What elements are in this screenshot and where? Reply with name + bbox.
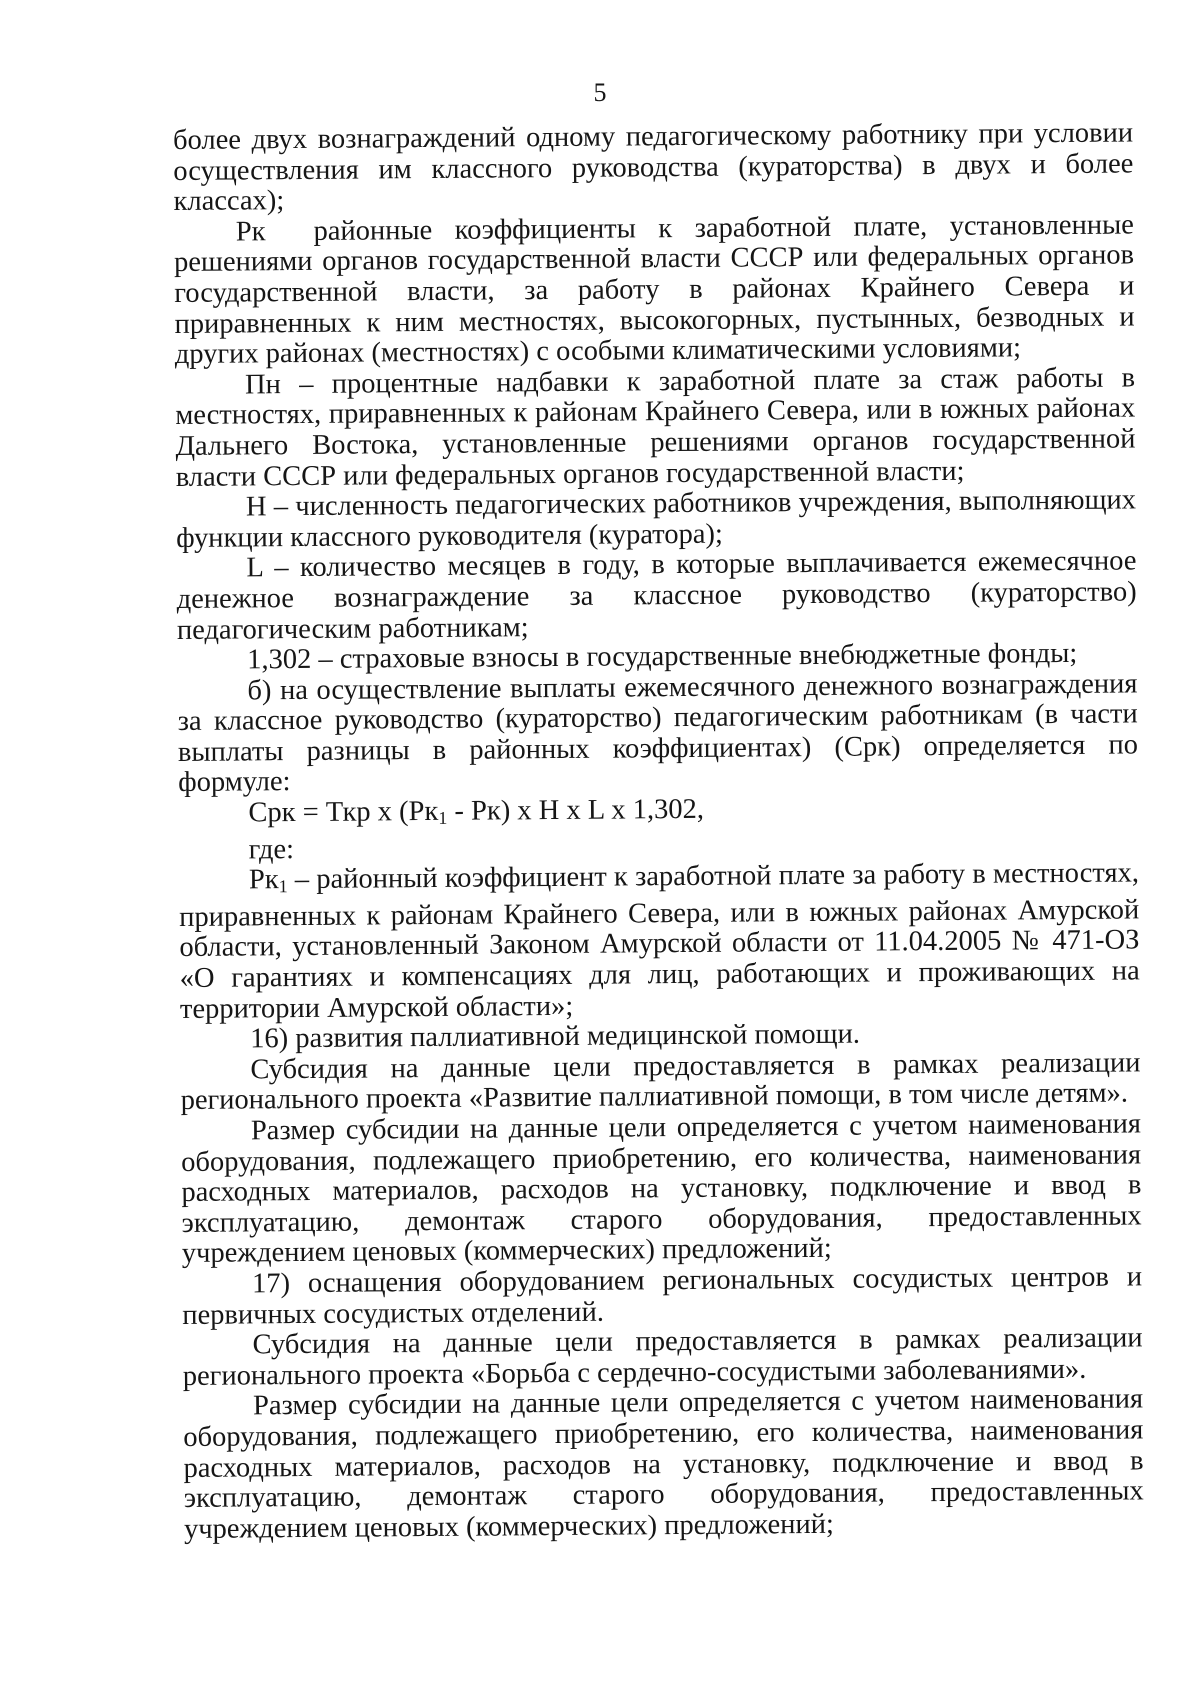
formula-subscript: 1 — [438, 807, 448, 828]
term-pk1-subscript: 1 — [278, 876, 288, 897]
paragraph-n-definition: Н – численность педагогических работников учреждения, выполняющих функции классного руководителя (куратора); — [176, 484, 1137, 554]
paragraph-item-16: 16) развития паллиативной медицинской помощи. — [250, 1018, 861, 1055]
paragraph-where: где: — [248, 833, 295, 866]
formula-part-b: - Рк) х Н х L х 1,302, — [447, 793, 705, 827]
paragraph-pk-definition — [174, 210, 1135, 371]
paragraph-l-definition: L – количество месяцев в году, в которые выплачивается ежемесячное денежное вознаграждение за классное руководство (кураторство) педагогическим работникам; — [176, 545, 1137, 646]
paragraph-pk1-definition — [179, 859, 1140, 1026]
paragraph-subsidy-size-cardio: Размер субсидии на данные цели определяется с учетом наименования оборудования, подлежащего приобретению, его количества, наименования расходных материалов, расходов на установку, подключение и ввод в эксплуатацию, демонтаж старого оборудования, предоставленных учреждением ценовых (коммерческих) предложений; — [183, 1383, 1144, 1545]
definition-pk: районные коэффициенты к заработной плате, установленные решениями органов государственной власти СССР или федеральных органов государственной власти, за работу в районах Крайнего Севера и приравненных к ним местностях, высокогорных, пустынных, безводных и других районах (местностях) с особыми климатическими условиями; — [173, 209, 1135, 371]
paragraph-subsidy-cardio: Субсидия на данные цели предоставляется в рамках реализации регионального проекта «Борьба с сердечно-сосудистыми заболеваниями». — [182, 1322, 1143, 1392]
paragraph-insurance-coefficient: 1,302 – страховые взносы в государственные внебюджетные фонды; — [247, 638, 1078, 676]
term-pk1: Рк — [248, 864, 279, 896]
paragraph-subsidy-palliative: Субсидия на данные цели предоставляется в рамках реализации регионального проекта «Развитие паллиативной помощи, в том числе детям». — [180, 1047, 1141, 1117]
document-body — [173, 118, 1144, 1545]
page-number: 5 — [593, 78, 607, 107]
definition-pk1: – районный коэффициент к заработной плате за работу в местностях, приравненных к районам Крайнего Севера, или в южных районах Амурской области, установленный Законом Амурской области от 11.04.2005 № 471-ОЗ «О гарантиях и компенсациях для лиц, работающих и проживающих на территории Амурской области»; — [179, 857, 1140, 1025]
paragraph-item-17: 17) оснащения оборудованием региональных сосудистых центров и первичных сосудистых отделений. — [182, 1261, 1143, 1331]
formula-part-a: Срк = Ткр х (Рк — [248, 796, 439, 829]
paragraph-item-b: б) на осуществление выплаты ежемесячного денежного вознаграждения за классное руководство (кураторство) педагогическим работникам (в части выплаты разницы в районных коэффициентах) (Срк) определяется по формуле: — [177, 668, 1139, 799]
paragraph-pn-definition: Пн – процентные надбавки к заработной плате за стаж работы в местностях, приравненных к районам Крайнего Севера, или в южных районах Дальнего Востока, установленные решениями органов государственной власти СССР или федеральных органов государственной власти; — [175, 362, 1136, 493]
paragraph-subsidy-size-palliative: Размер субсидии на данные цели определяется с учетом наименования оборудования, подлежащего приобретению, его количества, наименования расходных материалов, расходов на установку, подключение и ввод в эксплуатацию, демонтаж старого оборудования, предоставленных учреждением ценовых (коммерческих) предложений; — [181, 1108, 1142, 1270]
paragraph-continuation: более двух вознаграждений одному педагогическому работнику при условии осуществления им классного руководства (кураторства) в двух и более классах); — [172, 117, 1134, 218]
term-pk: Рк — [235, 216, 266, 248]
